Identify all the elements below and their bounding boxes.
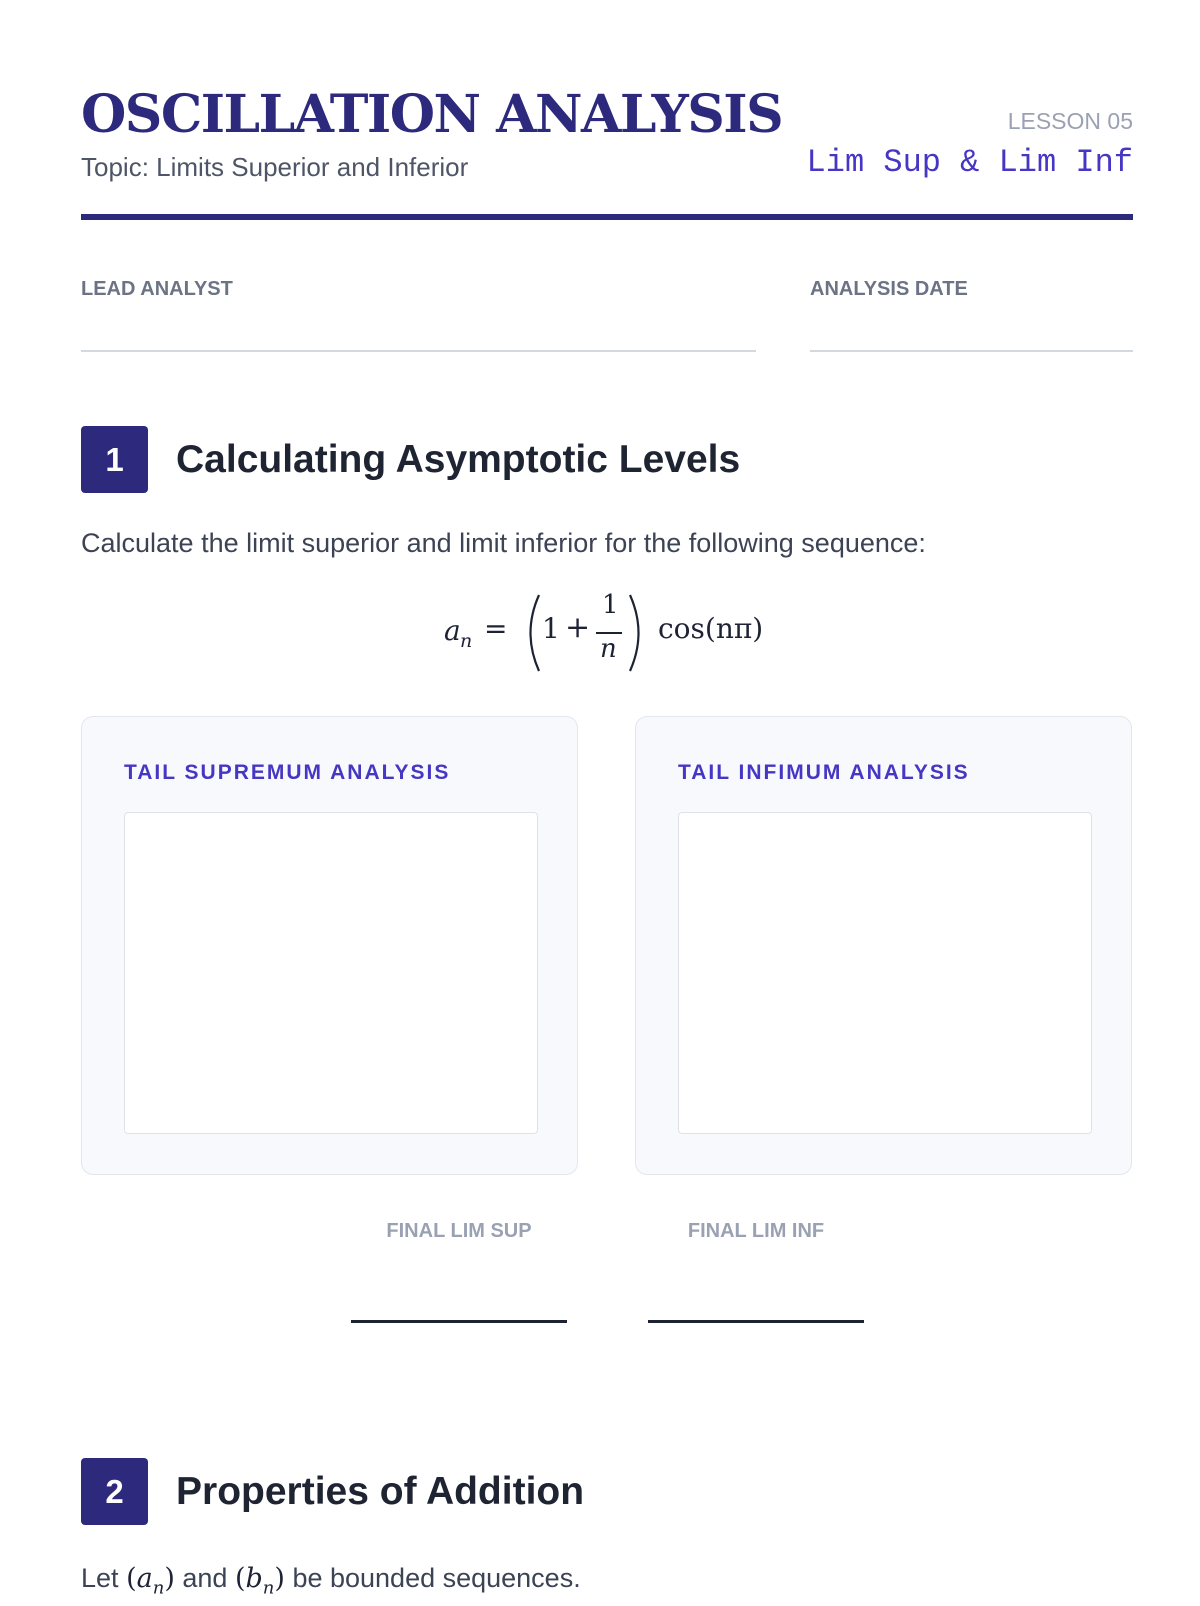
lead-analyst-input-line[interactable] bbox=[81, 350, 756, 352]
formula-fraction-denominator: n bbox=[600, 634, 617, 664]
section-2-prompt-let: Let bbox=[81, 1563, 119, 1593]
section-1-prompt: Calculate the limit superior and limit inferior for the following sequence: bbox=[81, 528, 926, 558]
lesson-number: LESSON 05 bbox=[1007, 108, 1133, 134]
lead-analyst-label: LEAD ANALYST bbox=[81, 278, 233, 300]
final-lim-inf-label: FINAL LIM INF bbox=[687, 1220, 825, 1242]
section-1-title: Calculating Asymptotic Levels bbox=[176, 438, 741, 481]
formula-one: 1 bbox=[542, 612, 560, 645]
final-lim-sup-line[interactable] bbox=[351, 1320, 567, 1323]
formula-plus: + bbox=[565, 610, 591, 645]
formula-lhs: a bbox=[444, 614, 461, 647]
section-2-prompt bbox=[81, 1560, 581, 1606]
lesson-name: Lim Sup & Lim Inf bbox=[806, 144, 1133, 181]
worksheet-header bbox=[81, 82, 1133, 222]
final-lim-inf-line[interactable] bbox=[648, 1320, 864, 1323]
final-lim-sup-answer[interactable] bbox=[351, 1218, 567, 1244]
formula-cosine: cos(nπ) bbox=[658, 612, 764, 645]
final-lim-sup-label: FINAL LIM SUP bbox=[386, 1220, 532, 1242]
lead-analyst-field[interactable] bbox=[81, 276, 756, 352]
formula-lhs-subscript: n bbox=[460, 630, 473, 652]
section-2-title: Properties of Addition bbox=[176, 1470, 585, 1513]
formula-equals: = bbox=[484, 612, 508, 645]
tail-infimum-panel bbox=[635, 716, 1132, 1175]
analysis-date-field[interactable] bbox=[810, 276, 1133, 352]
tail-supremum-title: TAIL SUPREMUM ANALYSIS bbox=[124, 761, 451, 784]
tail-supremum-panel bbox=[81, 716, 578, 1175]
formula-right-paren bbox=[625, 593, 649, 673]
sequence-a: $(a_n)$ bbox=[126, 1563, 175, 1599]
header-divider bbox=[81, 214, 1133, 220]
tail-infimum-workspace[interactable] bbox=[678, 812, 1092, 1134]
formula-fraction-numerator: 1 bbox=[602, 590, 619, 620]
final-lim-inf-answer[interactable] bbox=[648, 1218, 864, 1244]
section-1-badge: 1 bbox=[81, 426, 148, 493]
sequence-formula bbox=[440, 588, 780, 678]
sequence-b: $(b_n)$ bbox=[234, 1563, 285, 1599]
tail-infimum-title: TAIL INFIMUM ANALYSIS bbox=[678, 761, 970, 784]
section-2-badge: 2 bbox=[81, 1458, 148, 1525]
analysis-date-input-line[interactable] bbox=[810, 350, 1133, 352]
section-2-prompt-rest: be bounded sequences. bbox=[292, 1563, 581, 1593]
formula-left-paren bbox=[520, 593, 544, 673]
analysis-date-label: ANALYSIS DATE bbox=[810, 278, 968, 300]
tail-supremum-workspace[interactable] bbox=[124, 812, 538, 1134]
section-2-prompt-and: and bbox=[182, 1563, 228, 1593]
page-title: OSCILLATION ANALYSIS bbox=[81, 84, 783, 145]
page-subtitle: Topic: Limits Superior and Inferior bbox=[81, 152, 469, 182]
